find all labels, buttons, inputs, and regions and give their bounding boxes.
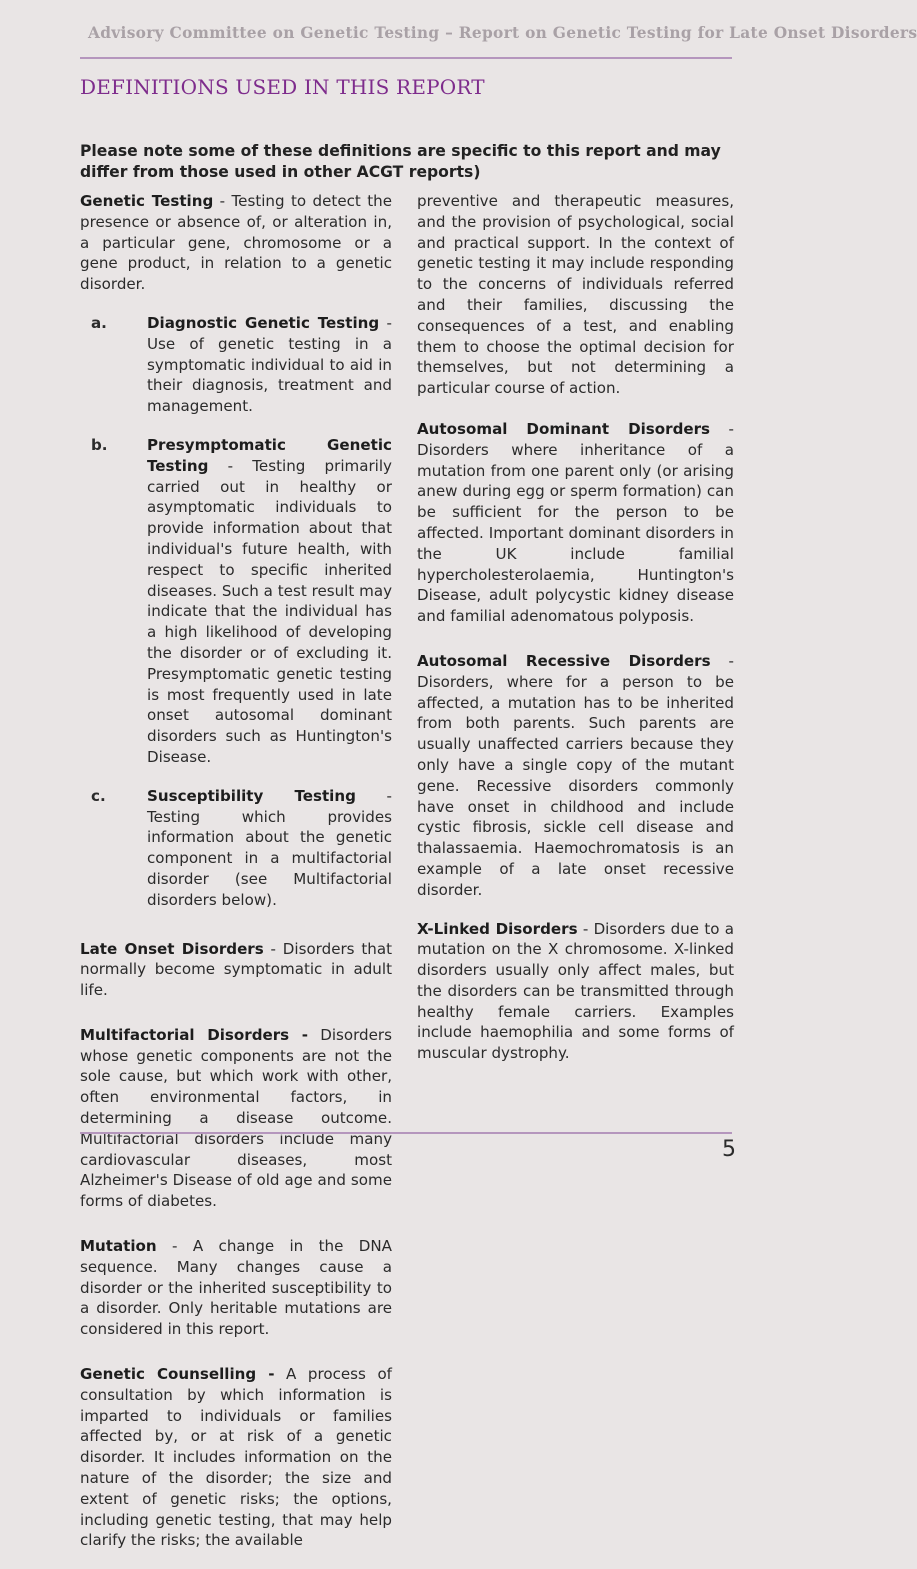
term: Genetic Counselling - [80, 1365, 275, 1384]
header-rule [80, 57, 732, 59]
definition-text: - Disorders that normally become symptomatic in adult life. [80, 939, 392, 1000]
term: Presymptomatic Genetic Testing [147, 435, 392, 475]
subitem-body [147, 313, 392, 417]
definition-multifactorial [80, 1025, 392, 1212]
page-title: DEFINITIONS USED IN THIS REPORT [80, 75, 485, 99]
term: Diagnostic Genetic Testing [147, 313, 380, 332]
subitem-presymptomatic [80, 435, 392, 768]
definition-text: Disorders whose genetic components are not the sole cause, but which work with other, often environmental factors, in determining a disease outcome. Multifactorial disorders include many cardiovascular diseases, most Alzheimer's Disease of old age and some forms of diabetes. [80, 1025, 392, 1211]
definition-text: - Testing to detect the presence or absence of, or alteration in, a particular gene, chromosome or a gene product, in relation to a genetic disorder. [80, 192, 392, 294]
footer-rule [80, 1132, 732, 1134]
term: X-Linked Disorders [417, 919, 578, 938]
subitem-diagnostic [80, 313, 392, 417]
subitem-body [147, 435, 392, 768]
definition-text: - Disorders, where for a person to be affected, a mutation has to be inherited from both parents. Such parents are usually unaffected carriers because they only have a single copy of the mutant gene. Recessive disorders commonly have onset in childhood and include cystic fibrosis, sickle cell disease and thalassaemia. Haemochromatosis is an example of a late onset recessive disorder. [417, 651, 734, 899]
subitem-letter: c. [91, 786, 106, 805]
term: Autosomal Recessive Disorders [417, 651, 711, 670]
definition-genetic-counselling [80, 1364, 392, 1551]
term: Multifactorial Disorders - [80, 1025, 309, 1044]
page-number: 5 [722, 1137, 736, 1162]
subitem-susceptibility [80, 786, 392, 911]
definition-text: - Disorders due to a mutation on the X chromosome. X-linked disorders usually only affect males, but the disorders can be transmitted through healthy female carriers. Examples include haemophilia and some forms of muscular dystrophy. [417, 919, 734, 1063]
definitions-note: Please note some of these definitions are specific to this report and may differ from those used in other ACGT reports) [80, 142, 721, 181]
term: Genetic Testing [80, 192, 214, 210]
subitem-letter: a. [91, 313, 107, 332]
definition-genetic-counselling-continued: preventive and therapeutic measures, and the provision of psychological, social and practical support. In the context of genetic testing it may include responding to the concerns of individuals referred and their families, discussing the consequences of a test, and enabling them to choose the optimal decision for themselves, but not determining a particular course of action. [417, 192, 734, 398]
definition-genetic-testing [80, 191, 392, 295]
term: Mutation [80, 1237, 157, 1256]
definition-late-onset [80, 939, 392, 1001]
definition-text: - Testing which provides information about the genetic component in a multifactorial disorder (see Multifactorial disorders below). [147, 786, 392, 909]
definition-text: - Use of genetic testing in a symptomatic individual to aid in their diagnosis, treatment and management. [147, 313, 392, 416]
term: Autosomal Dominant Disorders [417, 419, 711, 438]
term: Late Onset Disorders [80, 939, 264, 958]
definition-autosomal-recessive [417, 651, 734, 901]
definition-text: - Testing primarily carried out in healthy or asymptomatic individuals to provide information about that individual's future health, with respect to specific inherited diseases. Such a test result may indicate that the individual has a high likelihood of developing the disorder or of excluding it. Presymptomatic genetic testing is most frequently used in late onset autosomal dominant disorders such as Huntington's Disease. [147, 456, 392, 766]
term: Susceptibility Testing [147, 786, 356, 805]
definition-autosomal-dominant [417, 419, 734, 627]
definition-x-linked [417, 919, 734, 1065]
right-column [417, 191, 734, 1082]
left-column [80, 191, 392, 1569]
subitem-body [147, 786, 392, 911]
definition-text: A process of consultation by which information is imparted to individuals or families affected by, or at risk of a genetic disorder. It includes information on the nature of the disorder; the size and extent of genetic risks; the options, including genetic testing, that may help clarify the risks; the available [80, 1365, 392, 1550]
definition-mutation [80, 1236, 392, 1340]
definition-text: - Disorders where inheritance of a mutation from one parent only (or arising anew during egg or sperm formation) can be sufficient for the person to be affected. Important dominant disorders in the UK include familial hypercholesterolaemia, Huntington's Disease, adult polycystic kidney disease and familial adenomatous polyposis. [417, 419, 734, 626]
running-header: Advisory Committee on Genetic Testing – Report on Genetic Testing for Late Onset Disorders [88, 24, 917, 42]
definition-text: - A change in the DNA sequence. Many changes cause a disorder or the inherited susceptibility to a disorder. Only heritable mutations are considered in this report. [80, 1237, 392, 1339]
subitem-letter: b. [91, 435, 108, 454]
